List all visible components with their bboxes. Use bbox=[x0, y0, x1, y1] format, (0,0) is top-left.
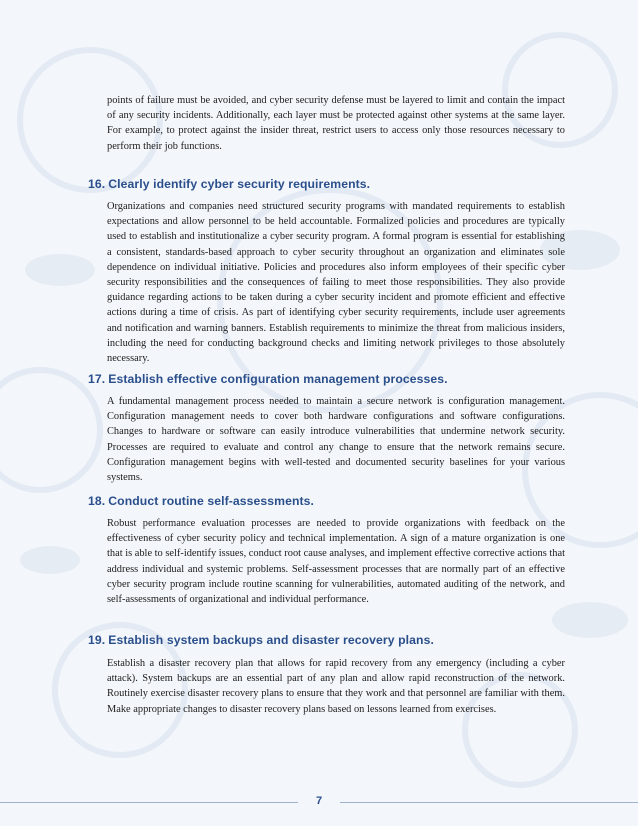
section-body-18: Robust performance evaluation processes are needed to provide organizations with feedback on the effectiveness of cyber security policy and technical implementation. A sign of a mature organization is one that is able to self-identify issues, conduct root cause analyses, and implement effective corrective actions that address individual and systemic problems. Self-assessment processes that are normally part of an effective cyber security program include routine scanning for vulnerabilities, automated auditing of the network, and self-assessments of organizational and individual performance. bbox=[107, 518, 565, 606]
footer-rule-left bbox=[0, 802, 298, 803]
section-number: 19. bbox=[88, 633, 106, 647]
section-heading-17 bbox=[88, 372, 448, 386]
footer-rule-right bbox=[340, 802, 638, 803]
section-title: Establish effective configuration management processes. bbox=[108, 372, 448, 386]
section-title: Conduct routine self-assessments. bbox=[108, 494, 315, 508]
section-title: Clearly identify cyber security requirements. bbox=[108, 177, 371, 191]
section-number: 18. bbox=[88, 494, 106, 508]
section-number: 16. bbox=[88, 177, 106, 191]
section-heading-16 bbox=[88, 177, 370, 191]
page-number: 7 bbox=[315, 795, 323, 807]
section-body-17: A fundamental management process needed to maintain a secure network is configuration management. Configuration management needs to cover both hardware configurations and software configurations. Changes to hardware or software can easily introduce vulnerabilities that undermine network security. Processes are required to evaluate and control any change to ensure that the network remains secure. Configuration management begins with well-tested and documented security baselines for your various systems. bbox=[107, 396, 565, 484]
section-body-16: Organizations and companies need structured security programs with mandated requirements to establish expectations and allow personnel to be held accountable. Formalized policies and procedures are typically used to establish and institutionalize a cyber security program. A formal program is essential for establishing a consistent, standards-based approach to cyber security throughout an organization and eliminates sole dependence on individual initiative. Policies and procedures also inform employees of their specific cyber security responsibilities and the consequences of failing to meet those responsibilities. They also provide guidance regarding actions to be taken during a cyber security incident and promote efficient and effective actions during a time of crisis. As part of identifying cyber security requirements, include user agreements and notification and warning banners. Establish requirements to minimize the threat from malicious insiders, including the need for conducting background checks and limiting network privileges to those absolutely necessary. bbox=[107, 201, 565, 365]
section-body-19: Establish a disaster recovery plan that allows for rapid recovery from any emergency (including a cyber attack). System backups are an essential part of any plan and allow rapid reconstruction of the network. Routinely exercise disaster recovery plans to ensure that they work and that personnel are familiar with them. Make appropriate changes to disaster recovery plans based on lessons learned from exercises. bbox=[107, 658, 565, 715]
section-heading-19 bbox=[88, 633, 434, 647]
section-heading-18 bbox=[88, 494, 314, 508]
section-number: 17. bbox=[88, 372, 106, 386]
intro-paragraph: points of failure must be avoided, and cyber security defense must be layered to limit and contain the impact of any security incidents. Additionally, each layer must be protected against other systems at the same layer. For example, to protect against the insider threat, restrict users to access only those resources necessary to perform their job functions. bbox=[107, 95, 565, 152]
section-title: Establish system backups and disaster recovery plans. bbox=[108, 633, 434, 647]
